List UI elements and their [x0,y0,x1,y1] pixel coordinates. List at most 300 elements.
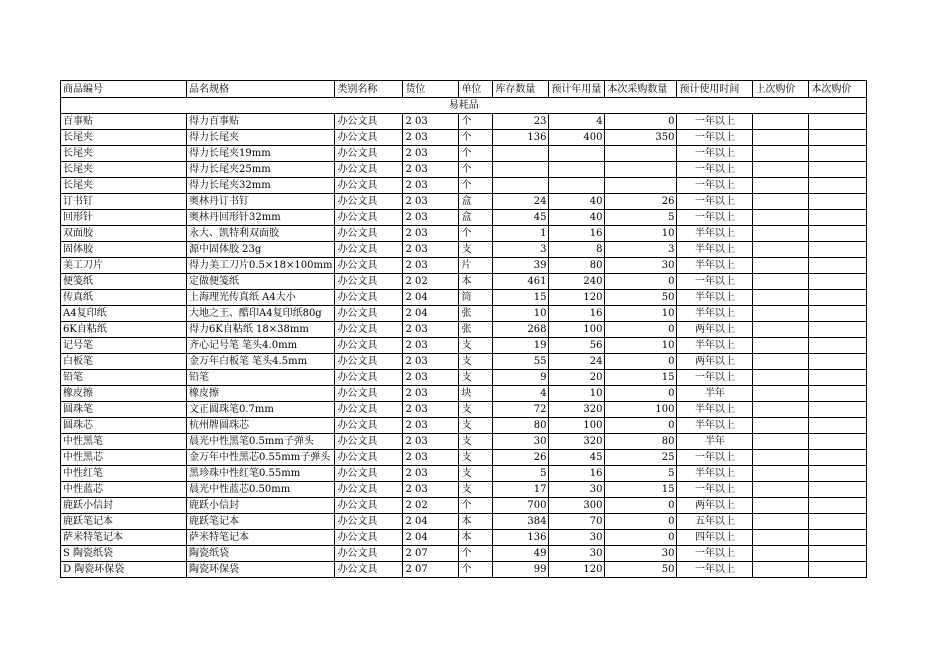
cell-current-price [809,418,867,434]
cell-category: 办公文具 [335,274,403,290]
cell-usage-period: 半年以上 [677,418,753,434]
cell-usage-period: 一年以上 [677,162,753,178]
cell-category: 办公文具 [335,466,403,482]
cell-current-price [809,514,867,530]
cell-stock-qty: 1 [493,226,549,242]
cell-current-price [809,546,867,562]
cell-annual-usage: 4 [549,114,605,130]
header-stock-qty: 库存数量 [493,81,549,98]
cell-usage-period: 半年以上 [677,258,753,274]
cell-item-name-spec: 陶瓷环保袋 [187,562,335,578]
cell-current-price [809,162,867,178]
cell-item-name-spec: 鹿跃笔记本 [187,514,335,530]
cell-annual-usage: 320 [549,434,605,450]
cell-item-name-spec: 永大、凯特利双面胶 [187,226,335,242]
cell-usage-period: 一年以上 [677,562,753,578]
cell-item-code: 橡皮擦 [61,386,187,402]
cell-purchase-qty: 10 [605,338,677,354]
cell-unit: 张 [459,306,493,322]
cell-stock-qty: 49 [493,546,549,562]
cell-annual-usage: 320 [549,402,605,418]
cell-item-name-spec: 金万年中性黑芯0.55mm子弹头 [187,450,335,466]
cell-unit: 本 [459,274,493,290]
cell-purchase-qty: 30 [605,258,677,274]
cell-item-code: 中性黑芯 [61,450,187,466]
table-row [61,402,867,418]
cell-stock-qty: 72 [493,402,549,418]
cell-last-price [753,114,809,130]
table-row [61,242,867,258]
cell-usage-period: 半年以上 [677,466,753,482]
cell-annual-usage: 400 [549,130,605,146]
cell-item-name-spec: 得力长尾夹19mm [187,146,335,162]
cell-annual-usage: 120 [549,562,605,578]
cell-location: 2 07 [403,562,459,578]
cell-annual-usage: 120 [549,290,605,306]
cell-purchase-qty: 0 [605,530,677,546]
cell-usage-period: 两年以上 [677,354,753,370]
cell-current-price [809,242,867,258]
cell-unit: 支 [459,466,493,482]
cell-location: 2 03 [403,482,459,498]
cell-item-code: 铅笔 [61,370,187,386]
cell-stock-qty: 23 [493,114,549,130]
cell-item-code: 美工刀片 [61,258,187,274]
cell-last-price [753,482,809,498]
cell-current-price [809,210,867,226]
cell-annual-usage: 300 [549,498,605,514]
cell-annual-usage: 56 [549,338,605,354]
cell-location: 2 02 [403,274,459,290]
cell-item-code: 鹿跃小信封 [61,498,187,514]
cell-usage-period: 半年以上 [677,290,753,306]
cell-category: 办公文具 [335,210,403,226]
cell-item-name-spec: 晨光中性黑笔0.5mm子弹头 [187,434,335,450]
cell-annual-usage: 45 [549,450,605,466]
cell-category: 办公文具 [335,130,403,146]
cell-unit: 支 [459,354,493,370]
cell-stock-qty [493,162,549,178]
cell-annual-usage [549,162,605,178]
cell-item-code: A4复印纸 [61,306,187,322]
cell-purchase-qty [605,162,677,178]
cell-location: 2 03 [403,114,459,130]
cell-last-price [753,162,809,178]
cell-stock-qty: 461 [493,274,549,290]
cell-item-name-spec: 得力长尾夹32mm [187,178,335,194]
cell-last-price [753,178,809,194]
table-row [61,466,867,482]
cell-usage-period: 一年以上 [677,146,753,162]
cell-usage-period: 半年 [677,434,753,450]
cell-current-price [809,370,867,386]
cell-current-price [809,290,867,306]
cell-item-code: 固体胶 [61,242,187,258]
cell-category: 办公文具 [335,114,403,130]
cell-category: 办公文具 [335,418,403,434]
cell-stock-qty: 136 [493,530,549,546]
cell-usage-period: 两年以上 [677,322,753,338]
cell-category: 办公文具 [335,530,403,546]
cell-last-price [753,562,809,578]
cell-item-code: 记号笔 [61,338,187,354]
cell-usage-period: 半年以上 [677,226,753,242]
table-row [61,322,867,338]
table-row [61,354,867,370]
cell-last-price [753,322,809,338]
cell-item-name-spec: 萨米特笔记本 [187,530,335,546]
cell-location: 2 03 [403,146,459,162]
cell-location: 2 03 [403,226,459,242]
cell-unit: 片 [459,258,493,274]
cell-location: 2 03 [403,258,459,274]
cell-category: 办公文具 [335,162,403,178]
cell-item-name-spec: 黑珍珠中性红笔0.55mm [187,466,335,482]
table-row [61,194,867,210]
table-row [61,562,867,578]
cell-purchase-qty: 0 [605,274,677,290]
cell-current-price [809,530,867,546]
cell-purchase-qty: 10 [605,226,677,242]
header-last-price: 上次购价 [753,81,809,98]
cell-last-price [753,450,809,466]
cell-category: 办公文具 [335,242,403,258]
cell-location: 2 03 [403,450,459,466]
cell-item-name-spec: 源中固体胶 23g [187,242,335,258]
cell-location: 2 03 [403,242,459,258]
header-category: 类别名称 [335,81,403,98]
cell-usage-period: 五年以上 [677,514,753,530]
table-row [61,514,867,530]
cell-stock-qty: 268 [493,322,549,338]
cell-item-name-spec: 橡皮擦 [187,386,335,402]
cell-purchase-qty: 80 [605,434,677,450]
cell-last-price [753,530,809,546]
cell-category: 办公文具 [335,370,403,386]
cell-usage-period: 一年以上 [677,370,753,386]
cell-usage-period: 一年以上 [677,130,753,146]
table-row [61,130,867,146]
cell-location: 2 03 [403,130,459,146]
cell-stock-qty: 17 [493,482,549,498]
cell-last-price [753,146,809,162]
cell-unit: 筒 [459,290,493,306]
cell-unit: 支 [459,338,493,354]
cell-current-price [809,338,867,354]
cell-purchase-qty: 0 [605,322,677,338]
cell-stock-qty: 15 [493,290,549,306]
cell-current-price [809,114,867,130]
header-purchase-qty: 本次采购数量 [605,81,677,98]
cell-last-price [753,466,809,482]
cell-annual-usage: 16 [549,466,605,482]
cell-annual-usage: 100 [549,322,605,338]
cell-last-price [753,418,809,434]
cell-stock-qty [493,146,549,162]
cell-current-price [809,402,867,418]
cell-category: 办公文具 [335,498,403,514]
section-row [61,98,867,114]
cell-category: 办公文具 [335,322,403,338]
cell-location: 2 03 [403,162,459,178]
cell-purchase-qty: 0 [605,418,677,434]
cell-annual-usage: 30 [549,530,605,546]
cell-stock-qty: 4 [493,386,549,402]
cell-location: 2 07 [403,546,459,562]
cell-current-price [809,226,867,242]
cell-usage-period: 四年以上 [677,530,753,546]
cell-purchase-qty [605,146,677,162]
cell-unit: 支 [459,242,493,258]
cell-stock-qty: 700 [493,498,549,514]
cell-current-price [809,434,867,450]
cell-purchase-qty: 10 [605,306,677,322]
cell-item-name-spec: 定做便笺纸 [187,274,335,290]
cell-unit: 个 [459,498,493,514]
cell-purchase-qty: 15 [605,370,677,386]
table-row [61,274,867,290]
cell-purchase-qty: 5 [605,210,677,226]
cell-item-code: 订书钉 [61,194,187,210]
cell-category: 办公文具 [335,306,403,322]
cell-stock-qty: 3 [493,242,549,258]
cell-item-code: 圆珠芯 [61,418,187,434]
cell-usage-period: 半年以上 [677,306,753,322]
cell-stock-qty: 39 [493,258,549,274]
table-row [61,146,867,162]
cell-category: 办公文具 [335,562,403,578]
cell-last-price [753,402,809,418]
cell-location: 2 03 [403,338,459,354]
cell-purchase-qty: 100 [605,402,677,418]
cell-last-price [753,242,809,258]
cell-stock-qty: 30 [493,434,549,450]
cell-item-name-spec: 文正圆珠笔0.7mm [187,402,335,418]
cell-item-code: 双面胶 [61,226,187,242]
cell-usage-period: 一年以上 [677,194,753,210]
cell-purchase-qty: 0 [605,498,677,514]
cell-annual-usage: 24 [549,354,605,370]
table-row [61,306,867,322]
cell-item-name-spec: 金万年白板笔 笔头4.5mm [187,354,335,370]
cell-unit: 个 [459,226,493,242]
cell-item-code: 长尾夹 [61,130,187,146]
cell-last-price [753,226,809,242]
cell-usage-period: 一年以上 [677,210,753,226]
cell-category: 办公文具 [335,434,403,450]
table-row [61,290,867,306]
cell-unit: 张 [459,322,493,338]
cell-location: 2 03 [403,370,459,386]
cell-last-price [753,290,809,306]
cell-category: 办公文具 [335,258,403,274]
cell-purchase-qty: 30 [605,546,677,562]
cell-current-price [809,466,867,482]
cell-purchase-qty: 0 [605,514,677,530]
cell-unit: 支 [459,482,493,498]
cell-last-price [753,354,809,370]
cell-item-name-spec: 杭州牌圆珠芯 [187,418,335,434]
cell-location: 2 03 [403,178,459,194]
cell-usage-period: 一年以上 [677,178,753,194]
table-row [61,226,867,242]
cell-category: 办公文具 [335,290,403,306]
cell-usage-period: 半年 [677,386,753,402]
cell-category: 办公文具 [335,546,403,562]
cell-category: 办公文具 [335,386,403,402]
cell-stock-qty: 9 [493,370,549,386]
cell-stock-qty: 136 [493,130,549,146]
cell-item-code: 长尾夹 [61,146,187,162]
header-item-name-spec: 品名规格 [187,81,335,98]
cell-current-price [809,146,867,162]
cell-current-price [809,258,867,274]
cell-current-price [809,562,867,578]
cell-annual-usage [549,146,605,162]
cell-current-price [809,274,867,290]
cell-current-price [809,354,867,370]
cell-last-price [753,386,809,402]
cell-last-price [753,258,809,274]
cell-current-price [809,306,867,322]
header-location: 货位 [403,81,459,98]
cell-item-code: 百事贴 [61,114,187,130]
cell-usage-period: 半年以上 [677,402,753,418]
cell-current-price [809,498,867,514]
cell-last-price [753,498,809,514]
cell-unit: 个 [459,178,493,194]
cell-item-code: 长尾夹 [61,162,187,178]
cell-item-name-spec: 得力美工刀片0.5×18×100mm [187,258,335,274]
cell-last-price [753,546,809,562]
cell-item-name-spec: 大地之王、酷印A4复印纸80g [187,306,335,322]
cell-stock-qty: 19 [493,338,549,354]
cell-purchase-qty [605,178,677,194]
cell-unit: 支 [459,450,493,466]
cell-item-name-spec: 晨光中性蓝芯0.50mm [187,482,335,498]
cell-usage-period: 半年以上 [677,242,753,258]
cell-unit: 个 [459,162,493,178]
cell-unit: 支 [459,402,493,418]
table-row [61,546,867,562]
cell-last-price [753,210,809,226]
cell-unit: 个 [459,562,493,578]
cell-location: 2 04 [403,514,459,530]
cell-item-name-spec: 奥林丹订书钉 [187,194,335,210]
cell-last-price [753,194,809,210]
cell-last-price [753,338,809,354]
cell-annual-usage: 16 [549,226,605,242]
cell-item-code: 传真纸 [61,290,187,306]
cell-location: 2 03 [403,434,459,450]
cell-purchase-qty: 3 [605,242,677,258]
cell-purchase-qty: 5 [605,466,677,482]
cell-unit: 盒 [459,210,493,226]
cell-item-code: 鹿跃笔记本 [61,514,187,530]
cell-last-price [753,274,809,290]
cell-category: 办公文具 [335,146,403,162]
cell-location: 2 03 [403,386,459,402]
cell-item-code: 中性蓝芯 [61,482,187,498]
table-row [61,258,867,274]
cell-purchase-qty: 0 [605,386,677,402]
table-row [61,434,867,450]
cell-unit: 支 [459,418,493,434]
cell-unit: 本 [459,514,493,530]
cell-stock-qty: 45 [493,210,549,226]
cell-annual-usage: 240 [549,274,605,290]
cell-location: 2 03 [403,466,459,482]
cell-location: 2 03 [403,418,459,434]
cell-unit: 个 [459,546,493,562]
cell-category: 办公文具 [335,226,403,242]
table-row [61,482,867,498]
cell-purchase-qty: 0 [605,354,677,370]
cell-current-price [809,450,867,466]
cell-unit: 个 [459,130,493,146]
cell-item-code: 回形针 [61,210,187,226]
cell-annual-usage: 40 [549,210,605,226]
cell-item-name-spec: 奥林丹回形针32mm [187,210,335,226]
table-row [61,386,867,402]
header-row [61,81,867,98]
cell-usage-period: 半年以上 [677,338,753,354]
cell-category: 办公文具 [335,194,403,210]
cell-unit: 本 [459,530,493,546]
cell-location: 2 03 [403,194,459,210]
cell-last-price [753,514,809,530]
cell-category: 办公文具 [335,402,403,418]
table-row [61,498,867,514]
header-unit: 单位 [459,81,493,98]
cell-location: 2 03 [403,402,459,418]
cell-item-code: D 陶瓷环保袋 [61,562,187,578]
cell-unit: 支 [459,370,493,386]
cell-item-name-spec: 得力6K自粘纸 18×38mm [187,322,335,338]
cell-last-price [753,306,809,322]
table-row [61,450,867,466]
cell-location: 2 04 [403,306,459,322]
cell-stock-qty: 24 [493,194,549,210]
cell-current-price [809,482,867,498]
cell-annual-usage: 10 [549,386,605,402]
cell-stock-qty: 384 [493,514,549,530]
cell-item-code: 中性红笔 [61,466,187,482]
cell-location: 2 04 [403,530,459,546]
cell-item-name-spec: 上海理光传真纸 A4大小 [187,290,335,306]
cell-annual-usage: 70 [549,514,605,530]
cell-stock-qty: 55 [493,354,549,370]
table-row [61,338,867,354]
cell-stock-qty [493,178,549,194]
cell-category: 办公文具 [335,354,403,370]
cell-usage-period: 一年以上 [677,450,753,466]
inventory-table [60,80,867,578]
cell-usage-period: 一年以上 [677,546,753,562]
cell-annual-usage: 40 [549,194,605,210]
cell-last-price [753,434,809,450]
cell-current-price [809,194,867,210]
cell-item-code: 便笺纸 [61,274,187,290]
cell-purchase-qty: 25 [605,450,677,466]
cell-annual-usage: 16 [549,306,605,322]
cell-location: 2 04 [403,290,459,306]
cell-usage-period: 一年以上 [677,274,753,290]
cell-location: 2 03 [403,354,459,370]
cell-purchase-qty: 350 [605,130,677,146]
cell-annual-usage: 8 [549,242,605,258]
cell-annual-usage: 80 [549,258,605,274]
